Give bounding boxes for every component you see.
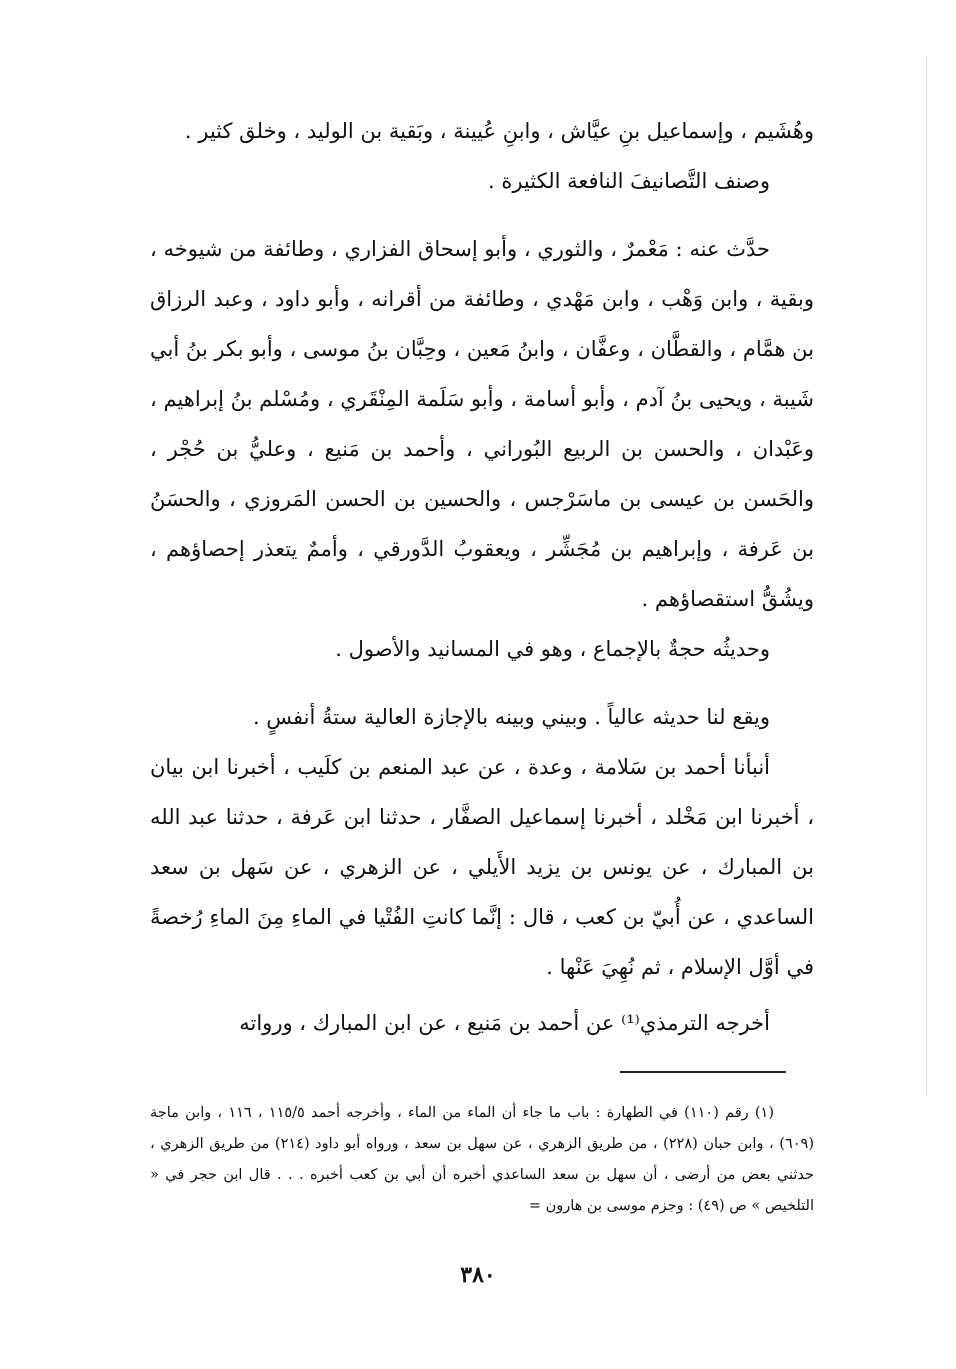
paragraph-2: وصنف التَّصانيفَ النافعة الكثيرة . (487, 169, 770, 193)
page-number: ٣٨٠ (460, 1262, 496, 1288)
footnotes (150, 1098, 814, 1222)
paragraph-7: أخرجه الترمذي⁽¹⁾ عن أحمد بن مَنيع ، عن ابن المبارك ، ورواته (239, 1011, 770, 1035)
paragraph-1: وهُشَيم ، وإسماعيل بنِ عيَّاش ، وابنِ عُيينة ، وبَقية بن الوليد ، وخلق كثير . (184, 119, 814, 143)
paragraph-5: ويقع لنا حديثه عالياً . وبيني وبينه بالإجازة العالية ستةُ أنفسٍ . (252, 705, 770, 729)
paragraph-6: أنبأنا أحمد بن سَلامة ، وعدة ، عن عبد المنعم بن كلَيب ، أخبرنا ابن بيان ، أخبرنا ابن مَخْلد ، أخبرنا إسماعيل الصفَّار ، حدثنا ابن عَرفة ، حدثنا عبد الله بن المبارك ، عن يونس بن يزيد الأَيلي ، عن الزهري ، عن سَهل بن سعد الساعدي ، عن أُبيّ بن كعب ، قال : إنَّما كانتِ الفُتْيا في الماءِ مِنَ الماءِ رُخصةً في أوَّل الإسلام ، ثم نُهِيَ عَنْها . (150, 755, 814, 979)
paragraph-3: حدَّث عنه : مَعْمرٌ ، والثوري ، وأبو إسحاق الفزاري ، وطائفة من شيوخه ، وبقية ، وابن وَهْب ، وابن مَهْدي ، وطائفة من أقرانه ، وأبو داود ، وعبد الرزاق بن همَّام ، والقطَّان ، وعفَّان ، وابنُ مَعين ، وحِبَّان بنُ موسى ، وأبو بكر بنُ أبي شَيبة ، ويحيى بنُ آدم ، وأبو أسامة ، وأبو سَلَمة المِنْقَري ، ومُسْلم بنُ إبراهيم ، وعَبْدان ، والحسن بن الربيع البُوراني ، وأحمد بن مَنيع ، وعليُّ بن حُجْر ، والحَسن بن عيسى بن ماسَرْجس ، والحسين بن الحسن المَروزي ، والحسَنُ بن عَرفة ، وإبراهيم بن مُجَشِّر ، ويعقوبُ الدَّورقي ، وأممٌ يتعذر إحصاؤهم ، ويشُقُّ استقصاؤهم . (150, 237, 814, 611)
footnote-separator (620, 1071, 786, 1073)
footnote-1: (١) رقم (١١٠) في الطهارة : باب ما جاء أن الماء من الماء ، وأخرجه أحمد ١١٥/٥ ، ١١٦ ، وابن ماجة (٦٠٩) ، وابن حبان (٢٢٨) ، من طريق الزهري ، عن سهل بن سعد ، ورواه أبو داود (٢١٤) من طريق الزهري ، حدثني بعض من أرضى ، أن سهل بن سعد الساعدي أخبره أن أبي بن كعب أخبره . . . قال ابن حجر في « التلخيص » ص (٤٩) : وجزم موسى بن هارون = (150, 1105, 814, 1214)
margin-line (926, 56, 927, 1096)
main-text (150, 106, 814, 1048)
paragraph-4: وحديثُه حجةٌ بالإجماع ، وهو في المسانيد والأصول . (335, 637, 770, 661)
